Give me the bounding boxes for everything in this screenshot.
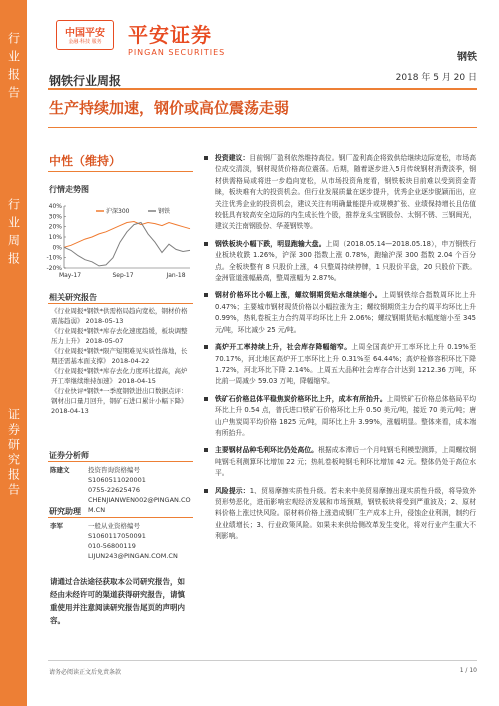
paragraph-lead: 钢铁板块小幅下跌，明显跑输大盘。 (215, 239, 326, 248)
market-trend-chart (40, 200, 195, 288)
related-item[interactable]: 《行业周报*钢铁*库存去化力度环比提高，高炉开工率继续维持加速》 2018-04-15 (51, 367, 188, 385)
rating-divider (48, 171, 193, 172)
bullet-square-icon (204, 489, 208, 493)
legend-label: 沪深300 (106, 208, 130, 215)
x-tick-label: Sep-17 (112, 272, 134, 279)
legend-label: 钢铁 (158, 208, 171, 215)
assistant-info (88, 521, 193, 561)
body-column (204, 153, 476, 549)
chart-heading: 行情走势图 (49, 185, 89, 194)
y-tick-label: 40% (48, 203, 62, 210)
paragraph-lead: 高炉开工率持续上升，社会库存降幅缩窄。 (215, 343, 352, 352)
paragraph-sector-performance (204, 239, 476, 285)
paragraph-blast-furnace (204, 342, 476, 388)
x-tick-label: Jan-18 (166, 272, 186, 279)
rating: 中性（维持） (49, 154, 122, 168)
paragraph-text: 上周全国高炉开工率环比上升 0.19%至 70.17%，河北地区高炉开工率环比上升 0.31%至 64.44%；高炉检修容积环比下降 1.72%，河北环比下降 2.14%。上周五大品种社会库存合计达到 1212.36 万吨，环比前一周减少 59.03 万吨，降幅缩窄。 (215, 343, 476, 386)
pingan-securities-logo (128, 19, 225, 57)
logo-bank-sub: 金融·科技 服务 (68, 39, 102, 45)
paragraph-risk (204, 486, 476, 543)
analyst-title: 投资咨询资格编号 (88, 466, 140, 474)
y-tick-label: 10% (48, 234, 62, 241)
analyst-heading: 证券分析师 (49, 451, 89, 460)
paragraph-text: 1、贸易摩擦实质性升级。若未来中美贸易摩擦出现实质性升级，将导致外贸形势恶化，进而影响宏观经济发展和市场预期，钢铁板块将受到严重波及；2、原材料价格上涨过快风险。原材料价格上涨造成钢厂生产成本上升，侵蚀企业利润，制约行业业绩增长；3、行业政策风险。如果未来供给侧改革发生变化，将对行业产生重大不利影响。 (215, 486, 476, 541)
paragraph-lead: 钢材价格环比小幅上涨，螺纹钢期货贴水继续缩小。 (215, 291, 383, 300)
bullet-square-icon (204, 242, 208, 246)
paragraph-text: 上周（2018.05.14—2018.05.18），申万钢铁行业板块收跌 1.26%，沪深 300 指数上涨 0.78%，跑输沪深 300 指数 2.04 个百分点。全板块整有 8 只股价上涨，4 只整周持续停牌，1 只股价平盘，20 只股价下跌。金洲管道涨幅最高，整周涨幅为 2.87%。 (215, 239, 476, 283)
x-tick-label: May-17 (58, 272, 82, 279)
bullet-square-icon (204, 156, 208, 160)
bullet-square-icon (204, 345, 208, 349)
brand-en: PINGAN SECURITIES (128, 48, 226, 57)
paragraph-lead: 主要钢材品种毛利环比仍处高位。 (215, 446, 319, 455)
paragraph-lead: 风险提示： (215, 486, 250, 495)
paragraph-lead: 铁矿石价格总体平稳焦炭价格环比上升，成本有所抬升。 (215, 394, 387, 403)
related-item[interactable]: 《行业周报*钢铁*库存去化速度趋缓，板块调整压力上升》 2018-05-07 (51, 327, 188, 345)
paragraph-text: 上周钢铁综合指数周环比上升 0.47%；主要城市钢材现货价格以小幅拉涨为主；螺纹钢期货主力合约周平均环比上升 0.99%，热轧卷板主力合约周平均环比上升 2.06%；螺纹钢期货贴水幅度缩小至 345 元/吨，环比减少 25 元/吨。 (215, 291, 477, 334)
series-line (64, 223, 190, 266)
logo-bank-name: 中国平安 (65, 28, 105, 39)
bullet-square-icon (204, 448, 208, 452)
bullet-square-icon (204, 397, 208, 401)
y-tick-label: -10% (46, 254, 62, 262)
related-item[interactable]: 《行业快评*钢铁*一季度钢铁进出口数据点评：钢材出口量月回升，钢矿石进口累计小幅下降》 2018-04-13 (51, 387, 188, 415)
assistant-divider (48, 517, 193, 518)
pingan-group-logo (56, 20, 114, 50)
paragraph-raw-materials (204, 394, 476, 440)
bullet-square-icon (204, 293, 208, 297)
y-tick-label: 20% (48, 223, 62, 231)
related-list (51, 306, 193, 416)
left-disclaimer: 请通过合法途径获取本公司研究报告，如经由未经许可的渠道获得研究报告，请慎重使用并注意阅读研究报告尾页的声明内容。 (50, 577, 185, 625)
side-tab (0, 0, 27, 706)
analyst-divider (48, 461, 193, 462)
y-tick-label: 30% (48, 213, 62, 221)
assistant-title: 一般从业资格编号 (88, 522, 140, 530)
side-label-weekly: 行业周报 (6, 198, 21, 270)
related-divider (48, 303, 193, 304)
paragraph-steel-price (204, 290, 476, 336)
paragraph-margin (204, 445, 476, 479)
header-divider (48, 88, 477, 90)
analyst-id: S1060511020001 (88, 476, 146, 484)
side-label-research: 证券研究报告 (6, 408, 21, 498)
report-type: 钢铁行业周报 (49, 74, 122, 88)
related-item[interactable]: 《行业周报*钢铁*供需格局趋向宽松，钢材价格震荡趋弱》 2018-05-13 (51, 307, 188, 325)
paragraph-lead: 投资建议： (215, 154, 250, 162)
page-number: 1 / 10 (459, 667, 477, 674)
footer-divider (48, 660, 477, 661)
assistant-email[interactable]: LIJUN243@PINGAN.COM.CN (88, 552, 178, 560)
paragraph-investment-advice (204, 153, 476, 233)
analyst-phone: 0755-22625476 (88, 486, 140, 494)
analyst-info (88, 465, 193, 515)
report-date: 2018 年 5 月 20 日 (395, 73, 477, 83)
side-label-report: 行业报告 (6, 32, 21, 104)
paragraph-text: 上周铁矿石价格总体格局平均环比上升 0.54 点，普氏进口铁矿石价格环比上升 0.50 美元/吨，接近 70 美元/吨；唐山户焦炭周平均价格 1825 元/吨，周环比上升 3.99%，涨幅明显。整体来看，成本端有所抬升。 (215, 394, 477, 437)
brand-cn: 平安证券 (128, 23, 212, 47)
paragraph-text: 根据成本滞后一个月吨钢毛利模型测算，上周螺纹钢吨钢毛利测算环比增加 22 元；热轧卷板吨钢毛利环比增加 42 元。整体仍处于高位水平。 (215, 446, 477, 478)
paragraph-text: 目前钢厂盈利依然维持高位。钢厂盈利高企将致供给继续边际宽松，市场高位成交清淡，钢材现货价格高位震荡。后期，随着逐步进入5月传统钢材消费淡季，钢材供需格局或将进一步趋向宽松，从市场投资角度看，钢铁板块目前难以受到资金青睐，板块难有大的投资机会。但行业发展质量在逐步提升，优秀企业逐步脱颖而出，应关注优秀企业的投资机会，建议关注有明确量能提升或规模扩张、业绩保持增长且估值较低具有较高安全边际的内生成长性个股，推荐龙头宝钢股份、太钢不锈、三钢闽光，建议关注南钢股份、华菱钢铁等。 (215, 154, 477, 231)
y-tick-label: 0% (52, 244, 62, 252)
sector-tag: 钢铁 (457, 52, 477, 63)
y-tick-label: -20% (46, 265, 62, 272)
analyst-name: 陈建文 (50, 466, 70, 474)
analyst-email[interactable]: CHENJIANWEN002@PINGAN.COM.CN (88, 496, 191, 514)
chart-svg (40, 200, 195, 288)
series-line (64, 222, 190, 248)
assistant-name: 李军 (50, 522, 63, 530)
related-item[interactable]: 《行业周报*钢铁*限产短期难见实质性落地，长期还需基本面支撑》 2018-04-22 (51, 347, 188, 365)
related-heading: 相关研究报告 (49, 293, 97, 302)
assistant-id: S1060117050091 (88, 532, 146, 540)
assistant-heading: 研究助理 (49, 507, 81, 516)
report-title: 生产持续加速，钢价或高位震荡走弱 (49, 99, 290, 117)
title-divider (48, 127, 477, 128)
footer-note: 请务必阅读正文后免责条款 (49, 669, 122, 676)
assistant-phone: 010-56800119 (88, 542, 136, 550)
